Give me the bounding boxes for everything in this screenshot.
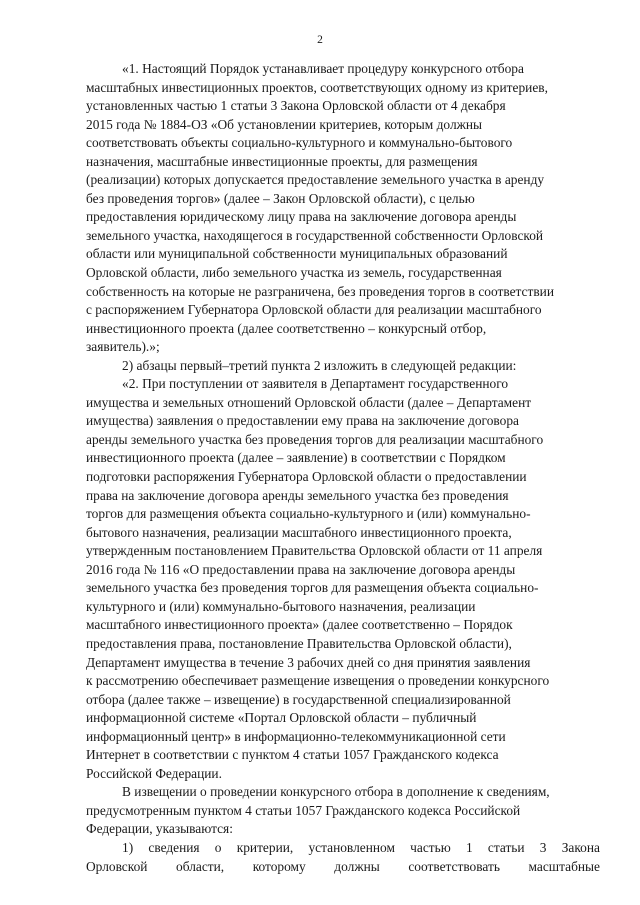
- text-line: назначения, масштабные инвестиционные проекты, для размещения: [86, 153, 478, 169]
- text-line: Департамент имущества в течение 3 рабочих дней со дня принятия заявления: [86, 654, 531, 670]
- text-line: Федерации, указываются:: [86, 821, 233, 837]
- text-line: масштабного инвестиционного проекта» (далее соответственно – Порядок: [86, 617, 513, 633]
- text-line: подготовки распоряжения Губернатора Орловской области о предоставлении: [86, 469, 527, 485]
- text-line: земельного участка, находящегося в государственной собственности Орловской: [86, 227, 544, 243]
- text-line: установленных частью 1 статьи 3 Закона Орловской области от 4 декабря: [86, 98, 506, 114]
- text-line: утвержденным постановлением Правительства Орловской области от 11 апреля: [86, 543, 543, 559]
- text-line: собственность на которые не разграничена, без проведения торгов в соответствии: [86, 283, 554, 299]
- text-line: инвестиционного проекта (далее – заявление) в соответствии с Порядком: [86, 450, 506, 466]
- text-line: области или муниципальной собственности муниципальных образований: [86, 246, 508, 262]
- paragraph: [86, 357, 600, 376]
- text-line: (реализации) которых допускается предоставление земельного участка в аренду: [86, 172, 545, 188]
- text-line: предусмотренным пунктом 4 статьи 1057 Гражданского кодекса Российской: [86, 802, 521, 818]
- paragraph: [86, 60, 600, 357]
- text-line: информационной системе «Портал Орловской области – публичный: [86, 710, 477, 726]
- page-number: 2: [317, 34, 323, 46]
- document-body: [86, 60, 600, 876]
- text-line: инвестиционного проекта (далее соответственно – конкурсный отбор,: [86, 320, 487, 336]
- text-line: имущества и земельных отношений Орловской области (далее – Департамент: [86, 394, 532, 410]
- text-line: 2) абзацы первый–третий пункта 2 изложить в следующей редакции:: [122, 357, 517, 373]
- text-line: Орловской области, либо земельного участка из земель, государственная: [86, 265, 502, 281]
- text-line: предоставления права, постановление Правительства Орловской области),: [86, 635, 512, 651]
- text-line: отбора (далее также – извещение) в государственной специализированной: [86, 691, 511, 707]
- text-line: предоставления юридическому лицу права на заключение договора аренды: [86, 209, 517, 225]
- text-line: «2. При поступлении от заявителя в Департамент государственного: [122, 376, 509, 392]
- text-line: заявитель).»;: [86, 339, 160, 355]
- text-line: без проведения торгов» (далее – Закон Орловской области), с целью: [86, 190, 475, 206]
- text-line: земельного участка без проведения торгов для размещения объекта социально-: [86, 580, 539, 596]
- paragraph: [86, 783, 600, 839]
- text-line: Орловской области, которому должны соответствовать масштабные: [86, 858, 600, 874]
- paragraph: [86, 839, 600, 876]
- text-line: с распоряжением Губернатора Орловской области для реализации масштабного: [86, 302, 542, 318]
- text-line: информационный центр» в информационно-телекоммуникационной сети: [86, 728, 506, 744]
- text-line: права на заключение договора аренды земельного участка без проведения: [86, 487, 509, 503]
- text-line: 2016 года № 116 «О предоставлении права на заключение договора аренды: [86, 561, 516, 577]
- text-line: 2015 года № 1884-ОЗ «Об установлении критериев, которым должны: [86, 116, 483, 132]
- text-line: Российской Федерации.: [86, 765, 222, 781]
- text-line: соответствовать объекты социально-культурного и коммунально-бытового: [86, 135, 513, 151]
- text-line: масштабных инвестиционных проектов, соответствующих одному из критериев,: [86, 79, 548, 95]
- text-line: к рассмотрению обеспечивает размещение извещения о проведении конкурсного: [86, 673, 550, 689]
- paragraph: [86, 375, 600, 783]
- text-line: имущества) заявления о предоставлении ему права на заключение договора: [86, 413, 519, 429]
- text-line: «1. Настоящий Порядок устанавливает процедуру конкурсного отбора: [122, 61, 524, 76]
- text-line: торгов для размещения объекта социально-культурного и (или) коммунально-: [86, 506, 531, 522]
- text-line: аренды земельного участка без проведения торгов для реализации масштабного: [86, 431, 544, 447]
- text-line: бытового назначения, реализации масштабного инвестиционного проекта,: [86, 524, 512, 540]
- text-line: В извещении о проведении конкурсного отбора в дополнение к сведениям,: [122, 784, 550, 800]
- text-line: культурного и (или) коммунально-бытового назначения, реализации: [86, 598, 476, 614]
- text-line: Интернет в соответствии с пунктом 4 статьи 1057 Гражданского кодекса: [86, 747, 499, 763]
- text-line: 1) сведения о критерии, установленном частью 1 статьи 3 Закона: [122, 839, 600, 855]
